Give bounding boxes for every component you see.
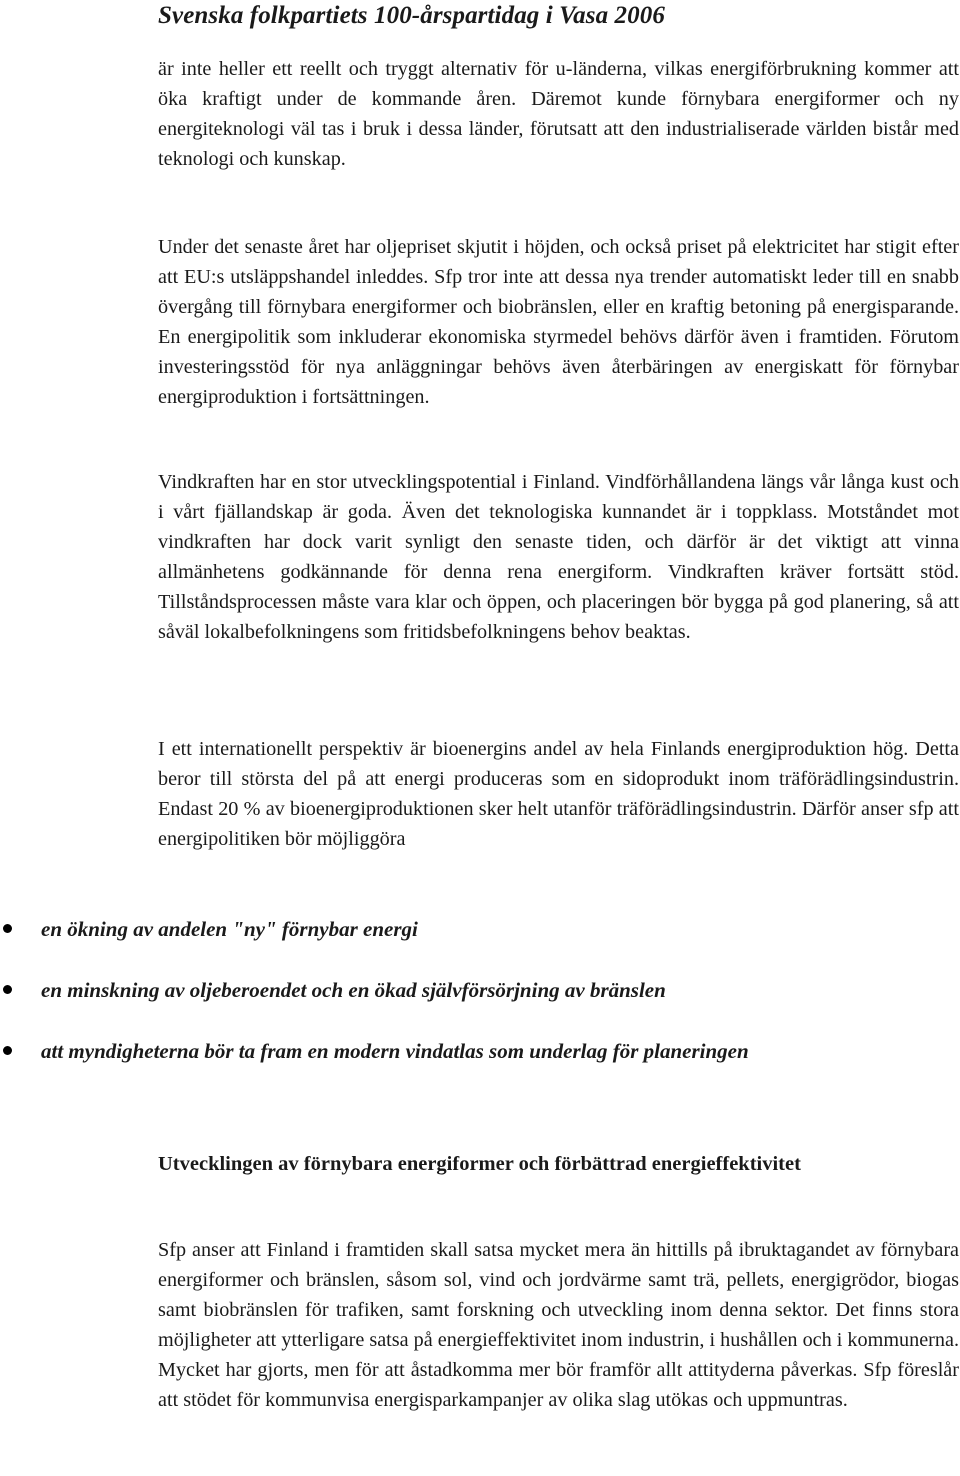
paragraph-3 <box>158 467 959 647</box>
paragraph-2 <box>158 232 959 412</box>
bullet-icon <box>3 924 12 933</box>
bullet-text: att myndigheterna bör ta fram en modern vindatlas som underlag för planeringen <box>41 1039 749 1063</box>
section-body-text: Sfp anser att Finland i framtiden skall satsa mycket mera än hittills på ibruktagandet av förnybara energiformer och bränslen, såsom sol, vind och jordvärme samt trä, pellets, energigrödor, biogas samt biobränslen för trafiken, samt forskning och utveckling inom denna sektor. Det finns stora möjligheter att ytterligare satsa på energieffektivitet inom industrin, i hushållen och i kommunerna. Mycket har gjorts, men för att åstadkomma mer bör framför allt attityderna påverkas. Sfp föreslår att stödet för kommunvisa energisparkampanjer av olika slag utökas och uppmuntras. <box>158 1239 959 1411</box>
paragraph-4 <box>158 734 959 854</box>
page-header-title: Svenska folkpartiets 100-årspartidag i Vasa 2006 <box>158 2 665 29</box>
paragraph-4-text: I ett internationellt perspektiv är bioenergins andel av hela Finlands energiproduktion hög. Detta beror till största del på att energi produceras som en sidoprodukt inom träförädlingsindustrin. Endast 20 % av bioenergiproduktionen sker helt utanför träförädlingsindustrin. Därför anser sfp att energipolitiken bör möjliggöra <box>158 738 959 850</box>
bullet-item <box>0 1036 960 1068</box>
section-heading: Utvecklingen av förnybara energiformer och förbättrad energieffektivitet <box>158 1153 801 1175</box>
bullet-item <box>0 914 960 946</box>
paragraph-2-text: Under det senaste året har oljepriset skjutit i höjden, och också priset på elektricitet har stigit efter att EU:s utsläppshandel inleddes. Sfp tror inte att dessa nya trender automatiskt leder till en snabb övergång till förnybara energiformer och biobränslen, eller en kraftig betoning på energisparande. En energipolitik som inkluderar ekonomiska styrmedel behövs därför även i framtiden. Förutom investeringsstöd för nya anläggningar behövs även återbäringen av energiskatt för förnybar energiproduktion i fortsättningen. <box>158 236 959 408</box>
paragraph-1 <box>158 54 959 174</box>
bullet-icon <box>3 1046 12 1055</box>
bullet-text: en ökning av andelen "ny" förnybar energi <box>41 917 418 941</box>
bullet-icon <box>3 985 12 994</box>
paragraph-1-text: är inte heller ett reellt och tryggt alternativ för u-länderna, vilkas energiförbrukning kommer att öka kraftigt under de kommande åren. Däremot kunde förnybara energiformer och ny energiteknologi väl tas i bruk i dessa länder, förutsatt att den industrialiserade världen bistår med teknologi och kunskap. <box>158 58 959 170</box>
bullet-text: en minskning av oljeberoendet och en ökad självförsörjning av bränslen <box>41 978 666 1002</box>
section-body <box>158 1235 959 1415</box>
bullet-item <box>0 975 960 1007</box>
paragraph-3-text: Vindkraften har en stor utvecklingspotential i Finland. Vindförhållandena längs vår långa kust och i vårt fjällandskap är goda. Även det teknologiska kunnandet är i toppklass. Motståndet mot vindkraften har dock varit synligt den senaste tiden, och därför är det viktigt att vinna allmänhetens godkännande för denna rena energiform. Vindkraften kräver fortsätt stöd. Tillståndsprocessen måste vara klar och öppen, och placeringen bör bygga på god planering, så att såväl lokalbefolkningens som fritidsbefolkningens behov beaktas. <box>158 471 959 643</box>
